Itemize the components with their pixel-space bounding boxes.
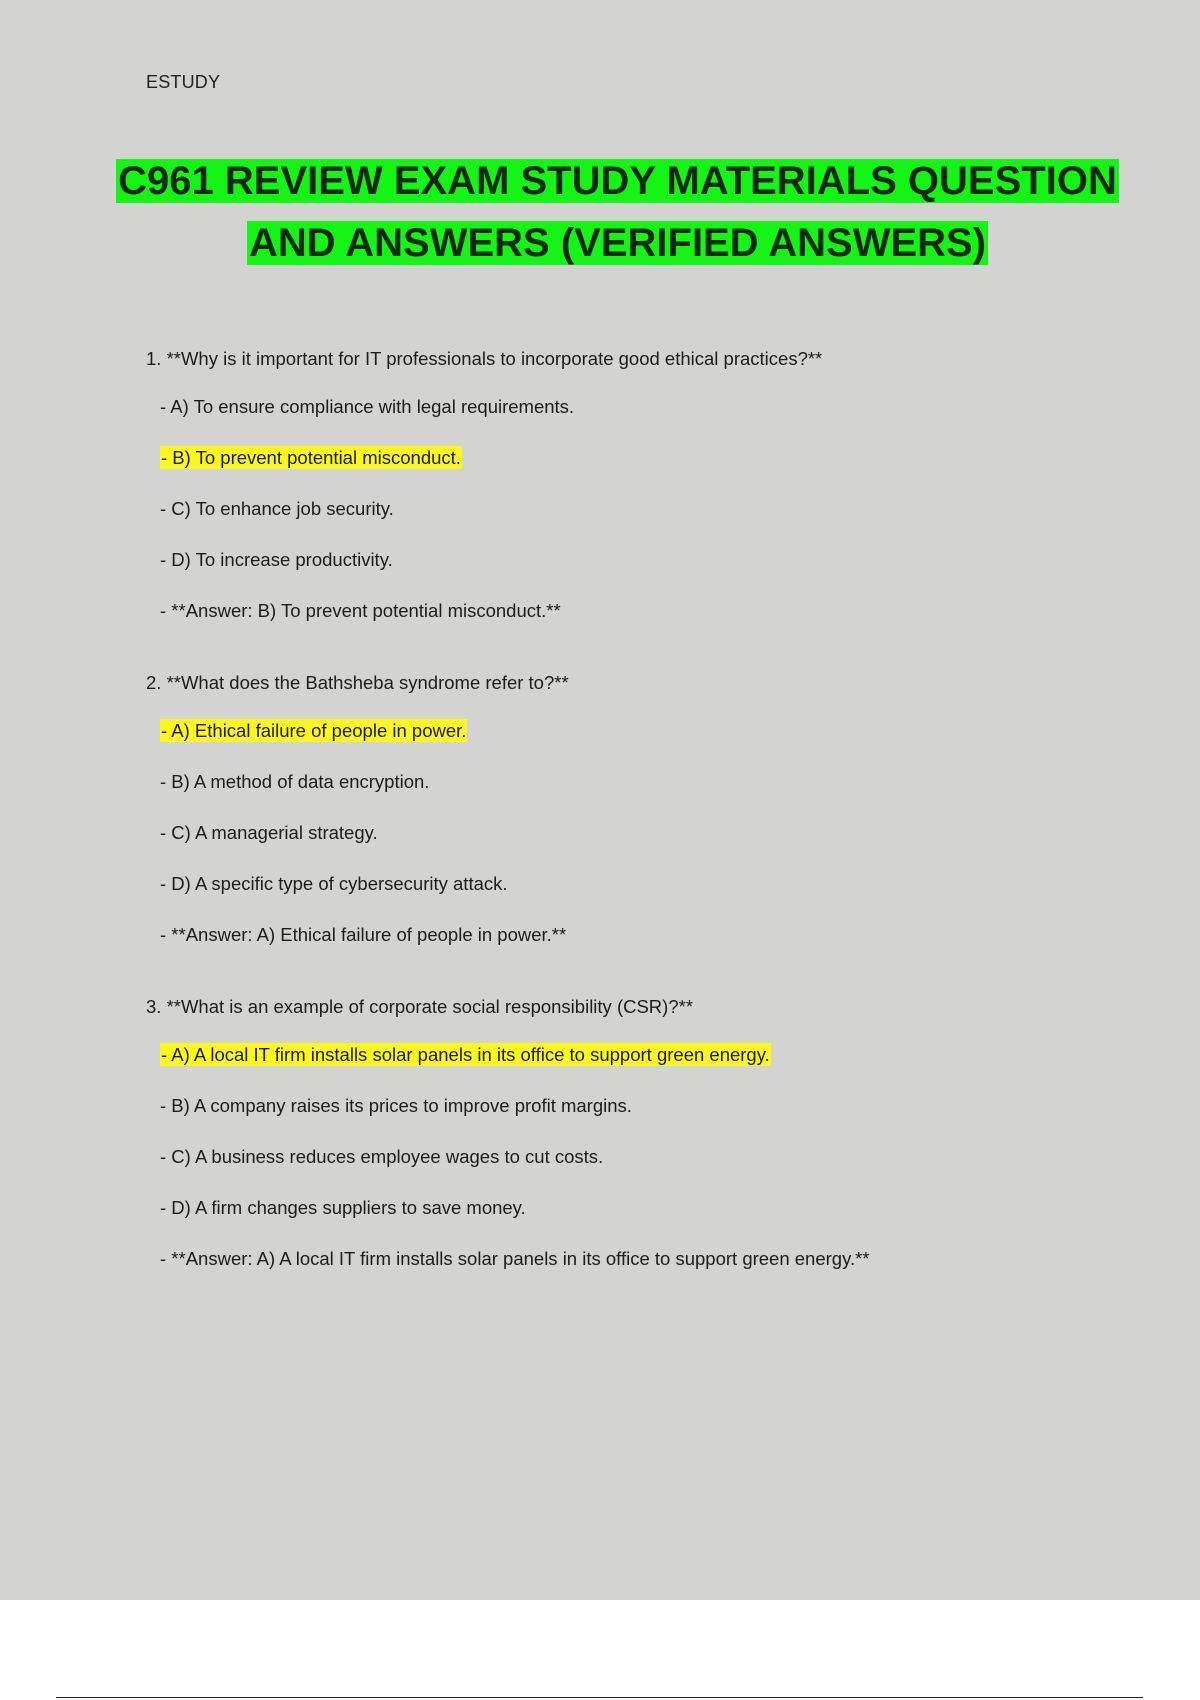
- answer-line: [160, 924, 1146, 946]
- title-line-1: C961 REVIEW EXAM STUDY MATERIALS QUESTION: [118, 159, 1117, 203]
- option-text: - D) A firm changes suppliers to save money.: [160, 1197, 526, 1218]
- option-text: - A) Ethical failure of people in power.: [161, 720, 467, 741]
- question-text: 3. **What is an example of corporate social responsibility (CSR)?**: [146, 996, 694, 1017]
- option-text: - B) To prevent potential misconduct.: [161, 447, 461, 468]
- option-text: - A) A local IT firm installs solar panels in its office to support green energy.: [161, 1044, 770, 1065]
- answer-option: [160, 1197, 1146, 1219]
- answer-option: [160, 771, 1146, 793]
- answer-option: [160, 822, 1146, 844]
- option-text: - B) A company raises its prices to improve profit margins.: [160, 1095, 632, 1116]
- answer-line: [160, 600, 1146, 622]
- option-text: - C) To enhance job security.: [160, 498, 394, 519]
- document-title: [0, 150, 1200, 274]
- answer-text: - **Answer: A) Ethical failure of people in power.**: [160, 924, 567, 945]
- option-text: - A) To ensure compliance with legal requirements.: [160, 396, 575, 417]
- answer-option: [160, 396, 1146, 418]
- page-footer-area: [0, 1600, 1200, 1700]
- answer-option: [160, 1146, 1146, 1168]
- answer-option-highlighted: [160, 720, 1146, 742]
- question-text: 2. **What does the Bathsheba syndrome refer to?**: [146, 672, 569, 693]
- option-text: - B) A method of data encryption.: [160, 771, 430, 792]
- answer-option: [160, 549, 1146, 571]
- question-text: 1. **Why is it important for IT professionals to incorporate good ethical practices?**: [146, 348, 823, 369]
- question-list: [146, 348, 1146, 1320]
- answer-option-highlighted: [160, 1044, 1146, 1066]
- option-text: - C) A managerial strategy.: [160, 822, 378, 843]
- question-item: [146, 996, 1146, 1270]
- option-text: - C) A business reduces employee wages to cut costs.: [160, 1146, 604, 1167]
- answer-option: [160, 1095, 1146, 1117]
- title-line-2: AND ANSWERS (VERIFIED ANSWERS): [248, 221, 987, 265]
- question-item: [146, 672, 1146, 946]
- option-text: - D) A specific type of cybersecurity attack.: [160, 873, 508, 894]
- answer-line: [160, 1248, 1146, 1270]
- question-item: [146, 348, 1146, 622]
- option-text: - D) To increase productivity.: [160, 549, 393, 570]
- answer-text: - **Answer: B) To prevent potential misconduct.**: [160, 600, 561, 621]
- answer-text: - **Answer: A) A local IT firm installs solar panels in its office to support green energy.**: [160, 1248, 870, 1269]
- answer-option: [160, 498, 1146, 520]
- header-label: ESTUDY: [146, 72, 221, 92]
- answer-option: [160, 873, 1146, 895]
- answer-option-highlighted: [160, 447, 1146, 469]
- footer-divider: [56, 1697, 1143, 1698]
